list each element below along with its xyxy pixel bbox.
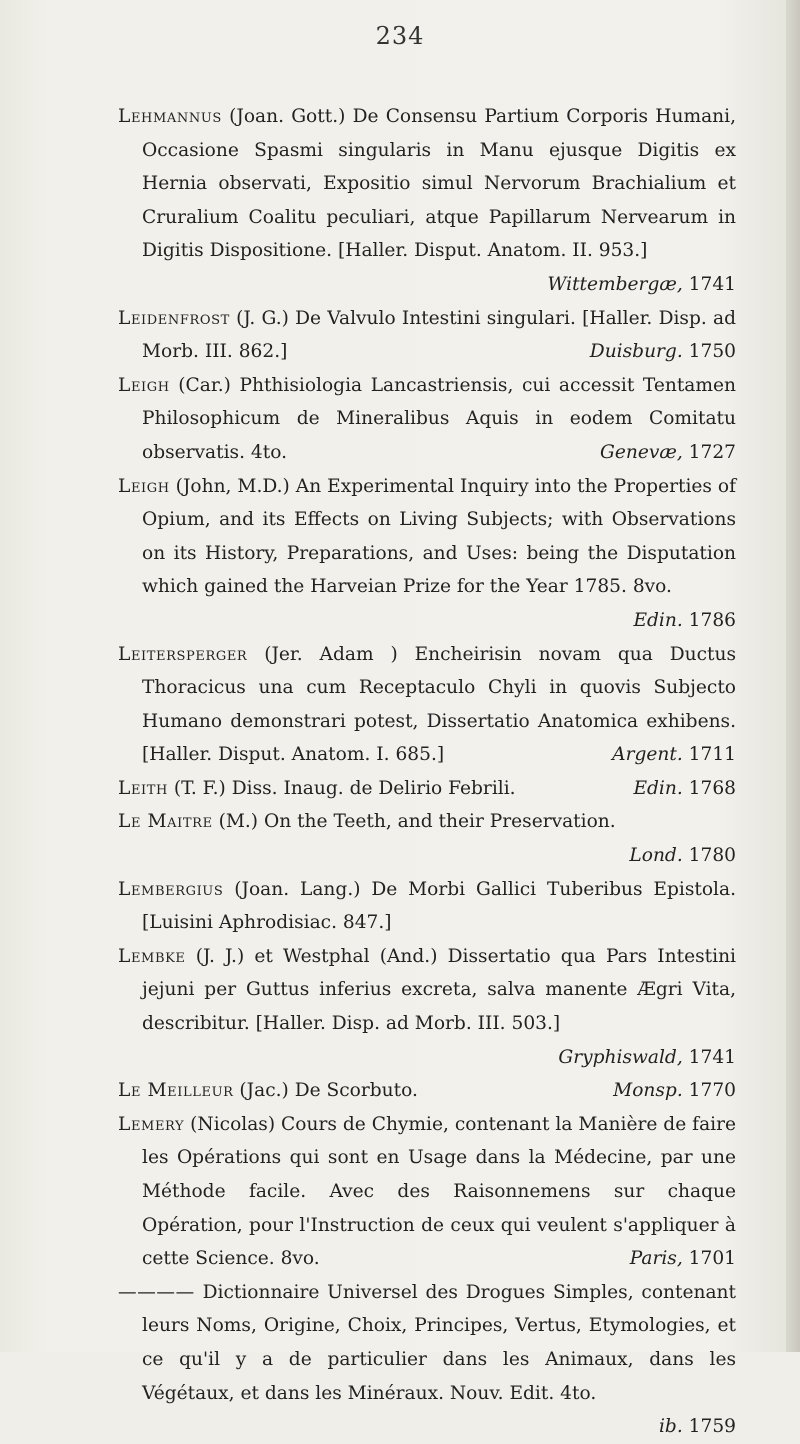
entry-imprint-row [142,1041,736,1075]
entry-year: 1786 [688,609,736,631]
entry-year: 1759 [688,1416,736,1438]
entry-author: Le Meilleur [118,1080,234,1102]
entry-place: Edin. [633,609,683,631]
entry-year: 1768 [688,777,736,799]
entry-place: Argent. [612,744,683,766]
entry-place: ib. [658,1416,683,1438]
entry-author: Lemery [118,1113,185,1135]
bibliography-entry [118,369,736,470]
entry-author: Leith [118,777,168,799]
entry-year: 1711 [688,744,736,766]
bibliography-entry [118,1074,736,1108]
bibliography-entry [118,470,736,638]
entry-title: (M.) On the Teeth, and their Preservation. [212,811,616,833]
entry-year: 1780 [688,845,736,867]
entry-author: Le Maitre [118,811,213,833]
entry-imprint [600,436,736,470]
bibliography-entries [118,100,736,1444]
entry-imprint [629,845,736,866]
entry-author: Leidenfrost [118,307,230,329]
entry-author: ———— [118,1281,195,1303]
entry-year: 1741 [688,273,736,295]
entry-title: (J. G.) De Valvulo Intestini singulari. [Haller. Disp. ad Morb. III. 862.] [142,307,736,363]
entry-title: (Joan. Gott.) De Consensu Partium Corporis Humani, Occasione Spasmi singularis in Manu ejusque Digitis ex Hernia observati, Expositio simul Nervorum Brachialium et Cruralium Coalitu peculiari, atque Papillarum Nervearum in Digitis Dispositione. [Haller. Disput. Anatom. II. 953.] [142,106,736,262]
entry-place: Gryphiswald, [558,1046,683,1068]
bibliography-entry [118,940,736,1074]
entry-year: 1741 [688,1046,736,1068]
page-edge-shadow [786,0,800,1352]
entry-author: Lehmannus [118,106,222,127]
entry-title: (Nicolas) Cours de Chymie, contenant la Manière de faire les Opérations qui sont en Usage dans la Médecine, par une Méthode facile. Avec des Raisonnemens sur chaque Opération, pour l'Instruction de ceux qui veulent s'appliquer à cette Science. 8vo. [142,1113,736,1270]
entry-year: 1701 [688,1248,736,1270]
entry-year: 1750 [688,341,736,363]
bibliography-entry [118,873,736,940]
entry-place: Monsp. [613,1080,683,1102]
entry-title: (Jac.) De Scorbuto. [233,1080,418,1102]
entry-title: Dictionnaire Universel des Drogues Simples, contenant leurs Noms, Origine, Choix, Principes, Vertus, Etymologies, et ce qu'il y a de particulier dans les Animaux, dans les Végétaux, et dans les Minéraux. Nouv. Edit. 4to. [142,1281,736,1404]
entry-imprint [547,268,736,302]
entry-author: Lembke [118,945,186,967]
bibliography-entry [118,302,736,369]
entry-place: Genevæ, [600,441,683,463]
entry-title: (Joan. Lang.) De Morbi Gallici Tuberibus Epistola. [Luisini Aphrodisiac. 847.] [142,878,736,934]
entry-place: Lond. [629,845,683,867]
entry-imprint-row [142,839,736,873]
entry-year: 1727 [688,441,736,463]
entry-author: Leigh [118,475,170,497]
entry-title: (Car.) Phthisiologia Lancastriensis, cui accessit Tentamen Philosophicum de Mineralibus Aquis in eodem Comitatu observatis. 4to. [142,374,736,463]
entry-imprint [558,1047,736,1068]
bibliography-entry [118,1108,736,1276]
entry-year: 1770 [688,1080,736,1102]
entry-author: Leigh [118,374,170,396]
entry-imprint [612,738,736,772]
entry-imprint [633,772,736,806]
entry-imprint [659,1416,736,1437]
entry-title: (T. F.) Diss. Inaug. de Delirio Febrili. [167,777,516,799]
entry-author: Lembergius [118,878,224,900]
page-number: 234 [375,22,425,50]
bibliography-entry [118,1276,736,1444]
bibliography-entry [118,100,736,302]
entry-place: Wittembergæ, [547,273,683,295]
entry-imprint [613,1074,736,1108]
bibliography-entry [118,638,736,772]
entry-title: (John, M.D.) An Experimental Inquiry into the Properties of Opium, and its Effects on Living Subjects; with Observations on its History, Preparations, and Uses: being the Disputation which gained the Harveian Prize for the Year 1785. 8vo. [142,475,736,598]
entry-place: Duisburg. [589,341,683,363]
entry-imprint [629,1242,736,1276]
entry-imprint [589,335,736,369]
entry-place: Edin. [633,777,683,799]
entry-place: Paris, [629,1248,683,1270]
bibliography-entry [118,805,736,872]
entry-title: (Jer. Adam ) Encheirisin novam qua Ductus Thoracicus una cum Receptaculo Chyli in quovis Subjecto Humano demonstrari potest, Dissertatio Anatomica exhibens. [Haller. Disput. Anatom. I. 685.] [142,643,736,766]
entry-imprint-row [142,1410,736,1444]
entry-author: Leitersperger [118,643,248,665]
entry-imprint [633,604,736,638]
entry-title: (J. J.) et Westphal (And.) Dissertatio qua Pars Intestini jejuni per Guttus inferius excreta, salva manente Ægri Vita, describitur. [Haller. Disp. ad Morb. III. 503.] [142,945,736,1035]
bibliography-entry [118,772,736,806]
